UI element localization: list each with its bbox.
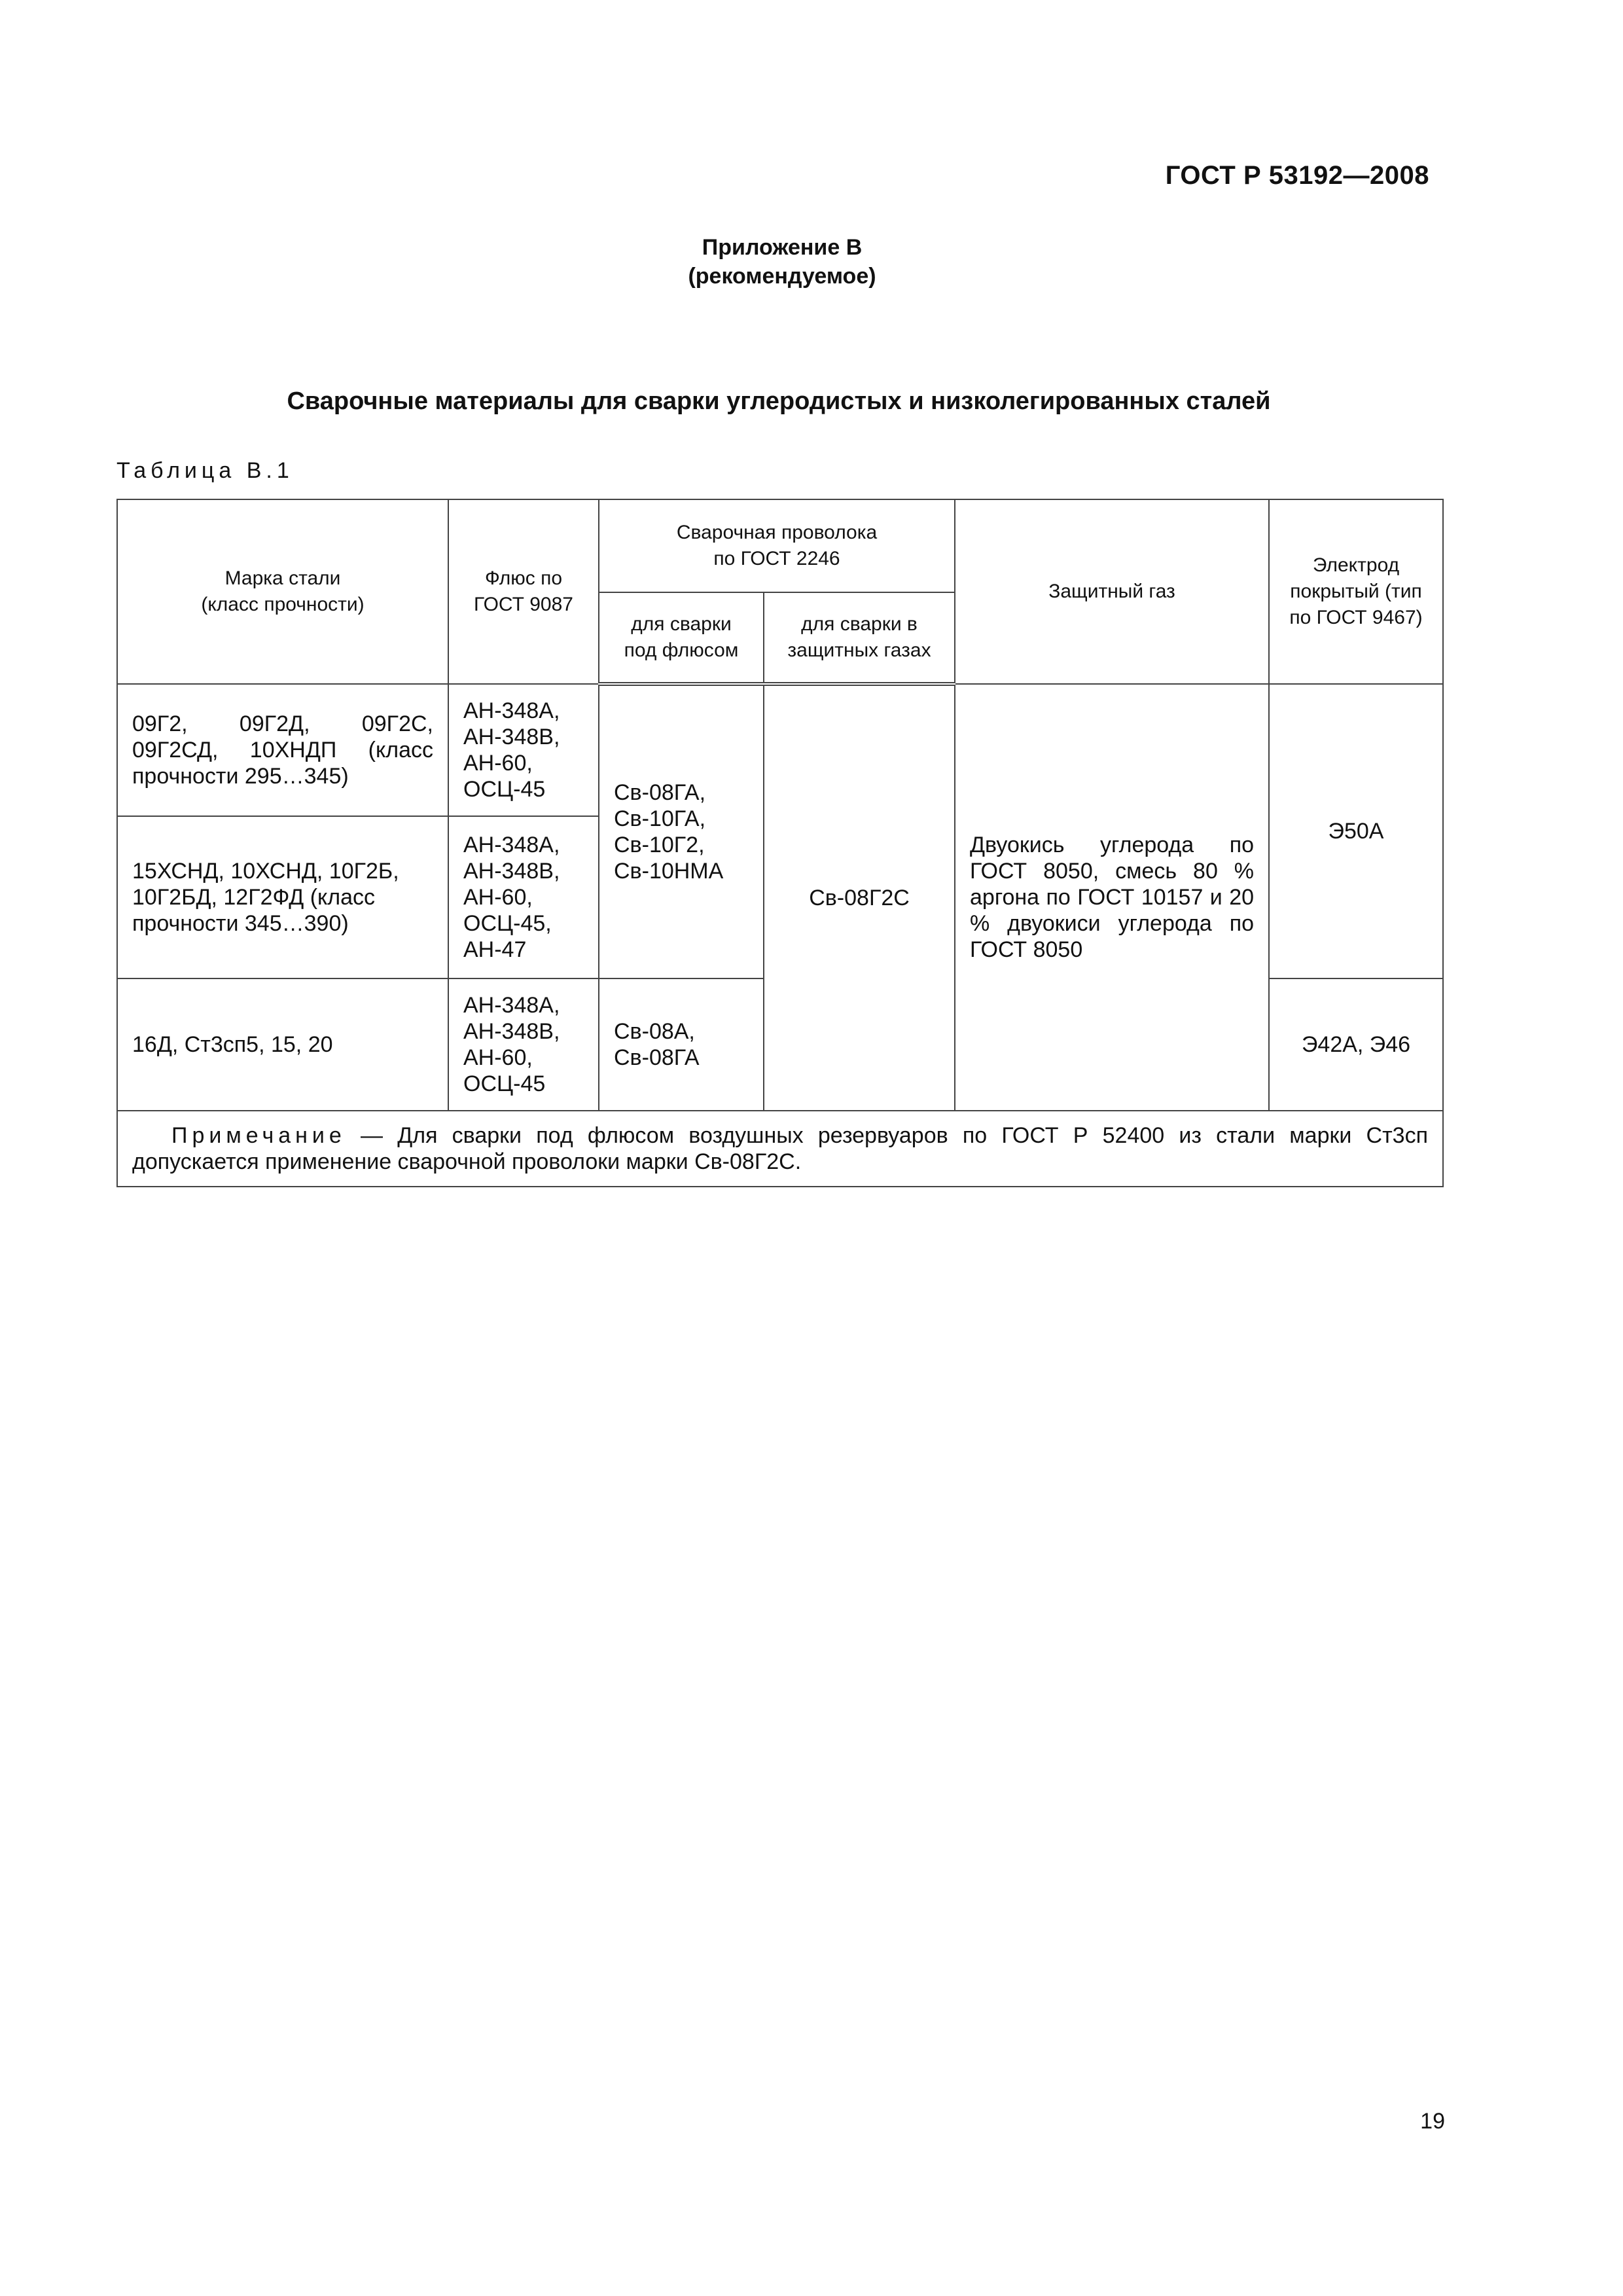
appendix-subtitle: (рекомендуемое)	[688, 264, 876, 289]
cell-electrode: Э42А, Э46	[1269, 978, 1443, 1111]
header-steel-grade: Марка стали (класс прочности)	[117, 499, 448, 684]
section-title: Сварочные материалы для сварки углеродистых и низколегированных сталей	[287, 387, 1271, 415]
cell-wire-submerged: Св-08ГА, Св-10ГА, Св-10Г2, Св-10НМА	[599, 684, 764, 978]
cell-wire-submerged: Св-08А, Св-08ГА	[599, 978, 764, 1111]
cell-flux: АН-348А, АН-348В, АН-60, ОСЦ-45	[448, 684, 599, 816]
page-number: 19	[1420, 2109, 1445, 2134]
cell-shielding-gas: Двуокись углерода по ГОСТ 8050, смесь 80 % аргона по ГОСТ 10157 и 20 % двуокиси углерода по ГОСТ 8050	[955, 684, 1269, 1111]
table-note	[117, 1111, 1443, 1187]
header-shielding-gas: Защитный газ	[955, 499, 1269, 684]
cell-electrode: Э50А	[1269, 684, 1443, 978]
header-welding-wire: Сварочная проволока по ГОСТ 2246	[599, 499, 955, 592]
note-dash: —	[346, 1123, 398, 1148]
table-note-row	[117, 1111, 1443, 1187]
welding-materials-table	[116, 499, 1444, 1187]
cell-wire-shielded: Св-08Г2С	[764, 684, 955, 1111]
header-electrode: Электрод покрытый (тип по ГОСТ 9467)	[1269, 499, 1443, 684]
appendix-heading	[0, 233, 1564, 291]
cell-flux: АН-348А, АН-348В, АН-60, ОСЦ-45	[448, 978, 599, 1111]
cell-steel-grade: 09Г2, 09Г2Д, 09Г2С, 09Г2СД, 10ХНДП (класс прочности 295…345)	[117, 684, 448, 816]
cell-steel-grade: 15ХСНД, 10ХСНД, 10Г2Б, 10Г2БД, 12Г2ФД (класс прочности 345…390)	[117, 816, 448, 978]
table-header-row	[117, 499, 1443, 592]
appendix-title: Приложение В	[702, 235, 863, 260]
header-flux: Флюс по ГОСТ 9087	[448, 499, 599, 684]
table-caption: Таблица В.1	[116, 458, 294, 483]
cell-steel-grade: 16Д, Ст3сп5, 15, 20	[117, 978, 448, 1111]
document-code: ГОСТ Р 53192—2008	[1165, 161, 1429, 190]
cell-flux: АН-348А, АН-348В, АН-60, ОСЦ-45, АН-47	[448, 816, 599, 978]
note-label: Примечание	[171, 1123, 346, 1148]
note-text: Для сварки под флюсом воздушных резервуаров по ГОСТ Р 52400 из стали марки Ст3сп допускается применение сварочной проволоки марки Св-08Г2С.	[132, 1123, 1428, 1174]
header-wire-shielded: для сварки в защитных газах	[764, 592, 955, 684]
header-wire-submerged: для сварки под флюсом	[599, 592, 764, 684]
table-row	[117, 684, 1443, 816]
